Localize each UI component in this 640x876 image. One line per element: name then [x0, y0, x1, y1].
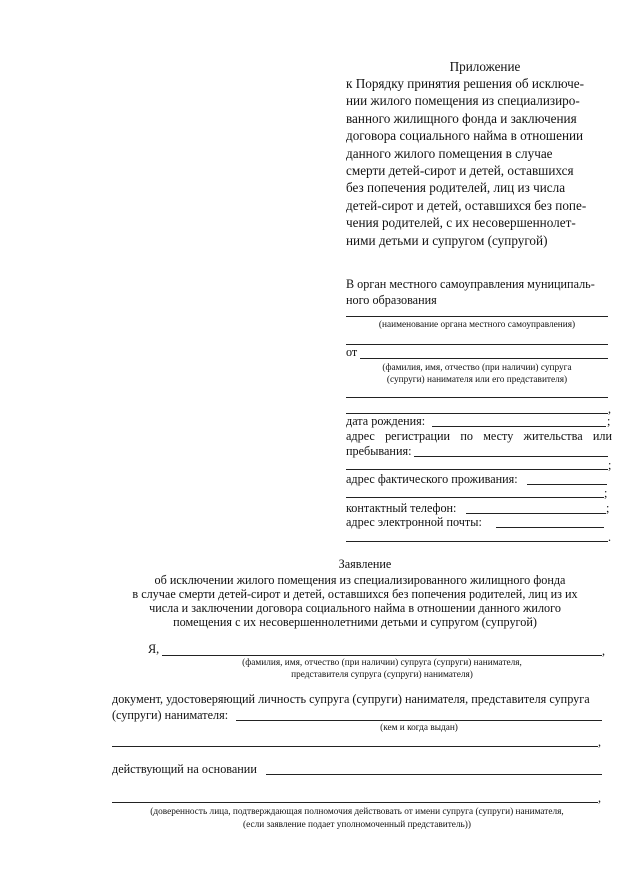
semicolon: ; [608, 458, 612, 472]
id-document-label-1: документ, удостоверяющий личность супруга (супруги) нанимателя, представителя супруга [112, 692, 590, 706]
id-document-label-2: (супруги) нанимателя: [112, 708, 229, 722]
i-label: Я, [148, 642, 160, 656]
email-field[interactable] [496, 527, 604, 528]
appendix-text [346, 75, 586, 249]
period: . [608, 530, 612, 544]
birth-date-label: дата рождения: [346, 414, 426, 428]
appendix-line: смерти детей-сирот и детей, оставшихся [346, 163, 574, 179]
basis-field-2[interactable] [112, 802, 598, 803]
registration-field-2[interactable] [346, 469, 608, 470]
birth-date-field[interactable] [432, 426, 606, 427]
basis-caption-1: (доверенность лица, подтверждающая полномочия действовать от имени супруга (супруги) нанимателя, [150, 807, 564, 817]
addressee-line-2: ного образования [346, 293, 437, 307]
applicant-name-caption-2: (супруги) нанимателя или его представителя) [386, 375, 568, 385]
i-name-caption-1: (фамилия, имя, отчество (при наличии) супруга (супруги) нанимателя, [242, 658, 522, 668]
i-name-caption-2: представителя супруга (супруги) нанимателя) [291, 670, 473, 680]
phone-label: контактный телефон: [346, 501, 457, 515]
appendix-line: чения родителей, с их несовершеннолет- [346, 215, 576, 231]
appendix-line: данного жилого помещения в случае [346, 145, 553, 161]
appendix-line: ними детьми и супругом (супругой) [346, 232, 548, 248]
id-document-field-2[interactable] [112, 746, 598, 747]
semicolon: ; [606, 501, 610, 515]
i-name-field[interactable] [162, 655, 602, 656]
semicolon: ; [604, 486, 608, 500]
appendix-title: Приложение [449, 59, 521, 74]
basis-label: действующий на основании [112, 762, 257, 776]
application-subject-line: числа и заключении договора социального найма в отношении данного жилого [149, 601, 561, 615]
actual-address-field-2[interactable] [346, 497, 604, 498]
semicolon: ; [607, 414, 611, 428]
addressee-line-1: В орган местного самоуправления муниципаль- [346, 277, 595, 291]
appendix-line: к Порядку принятия решения об исключе- [346, 76, 584, 91]
applicant-name-field[interactable] [360, 358, 608, 359]
registration-label-2: пребывания: [346, 444, 412, 458]
applicant-name-field-2[interactable] [346, 397, 608, 398]
org-name-field-2[interactable] [346, 344, 608, 345]
registration-field[interactable] [414, 456, 608, 457]
application-subject-line: помещения с их несовершеннолетними детьми и супругом (супругой) [173, 615, 537, 629]
actual-address-label: адрес фактического проживания: [346, 472, 518, 486]
comma: , [598, 791, 602, 805]
email-field-2[interactable] [346, 541, 608, 542]
actual-address-field[interactable] [527, 484, 607, 485]
email-label: адрес электронной почты: [346, 515, 482, 529]
org-name-caption: (наименование органа местного самоуправления) [378, 320, 576, 330]
appendix-line: нии жилого помещения из специализиро- [346, 93, 580, 109]
registration-label-1: адрес регистрации по месту жительства или [346, 429, 612, 443]
appendix-line: ванного жилищного фонда и заключения [346, 110, 577, 126]
application-subject-line: об исключении жилого помещения из специализированного жилищного фонда [154, 573, 566, 587]
applicant-name-caption-1: (фамилия, имя, отчество (при наличии) супруга [382, 363, 572, 373]
basis-caption-2: (если заявление подает уполномоченный представитель)) [243, 820, 471, 830]
appendix-line: детей-сирот и детей, оставшихся без попе- [346, 197, 587, 213]
id-document-field[interactable] [236, 720, 602, 721]
basis-field[interactable] [266, 774, 602, 775]
comma: , [608, 402, 612, 416]
comma: , [602, 644, 606, 658]
appendix-line: без попечения родителей, лиц из числа [346, 180, 566, 196]
phone-field[interactable] [466, 513, 606, 514]
comma: , [598, 735, 602, 749]
id-document-caption: (кем и когда выдан) [380, 723, 458, 733]
application-title: Заявление [338, 557, 392, 571]
org-name-field[interactable] [346, 316, 608, 317]
appendix-line: договора социального найма в отношении [346, 128, 584, 144]
application-subject-line: в случае смерти детей-сирот и детей, оставшихся без попечения родителей, лиц из их [132, 587, 578, 601]
from-label: от [346, 345, 358, 359]
